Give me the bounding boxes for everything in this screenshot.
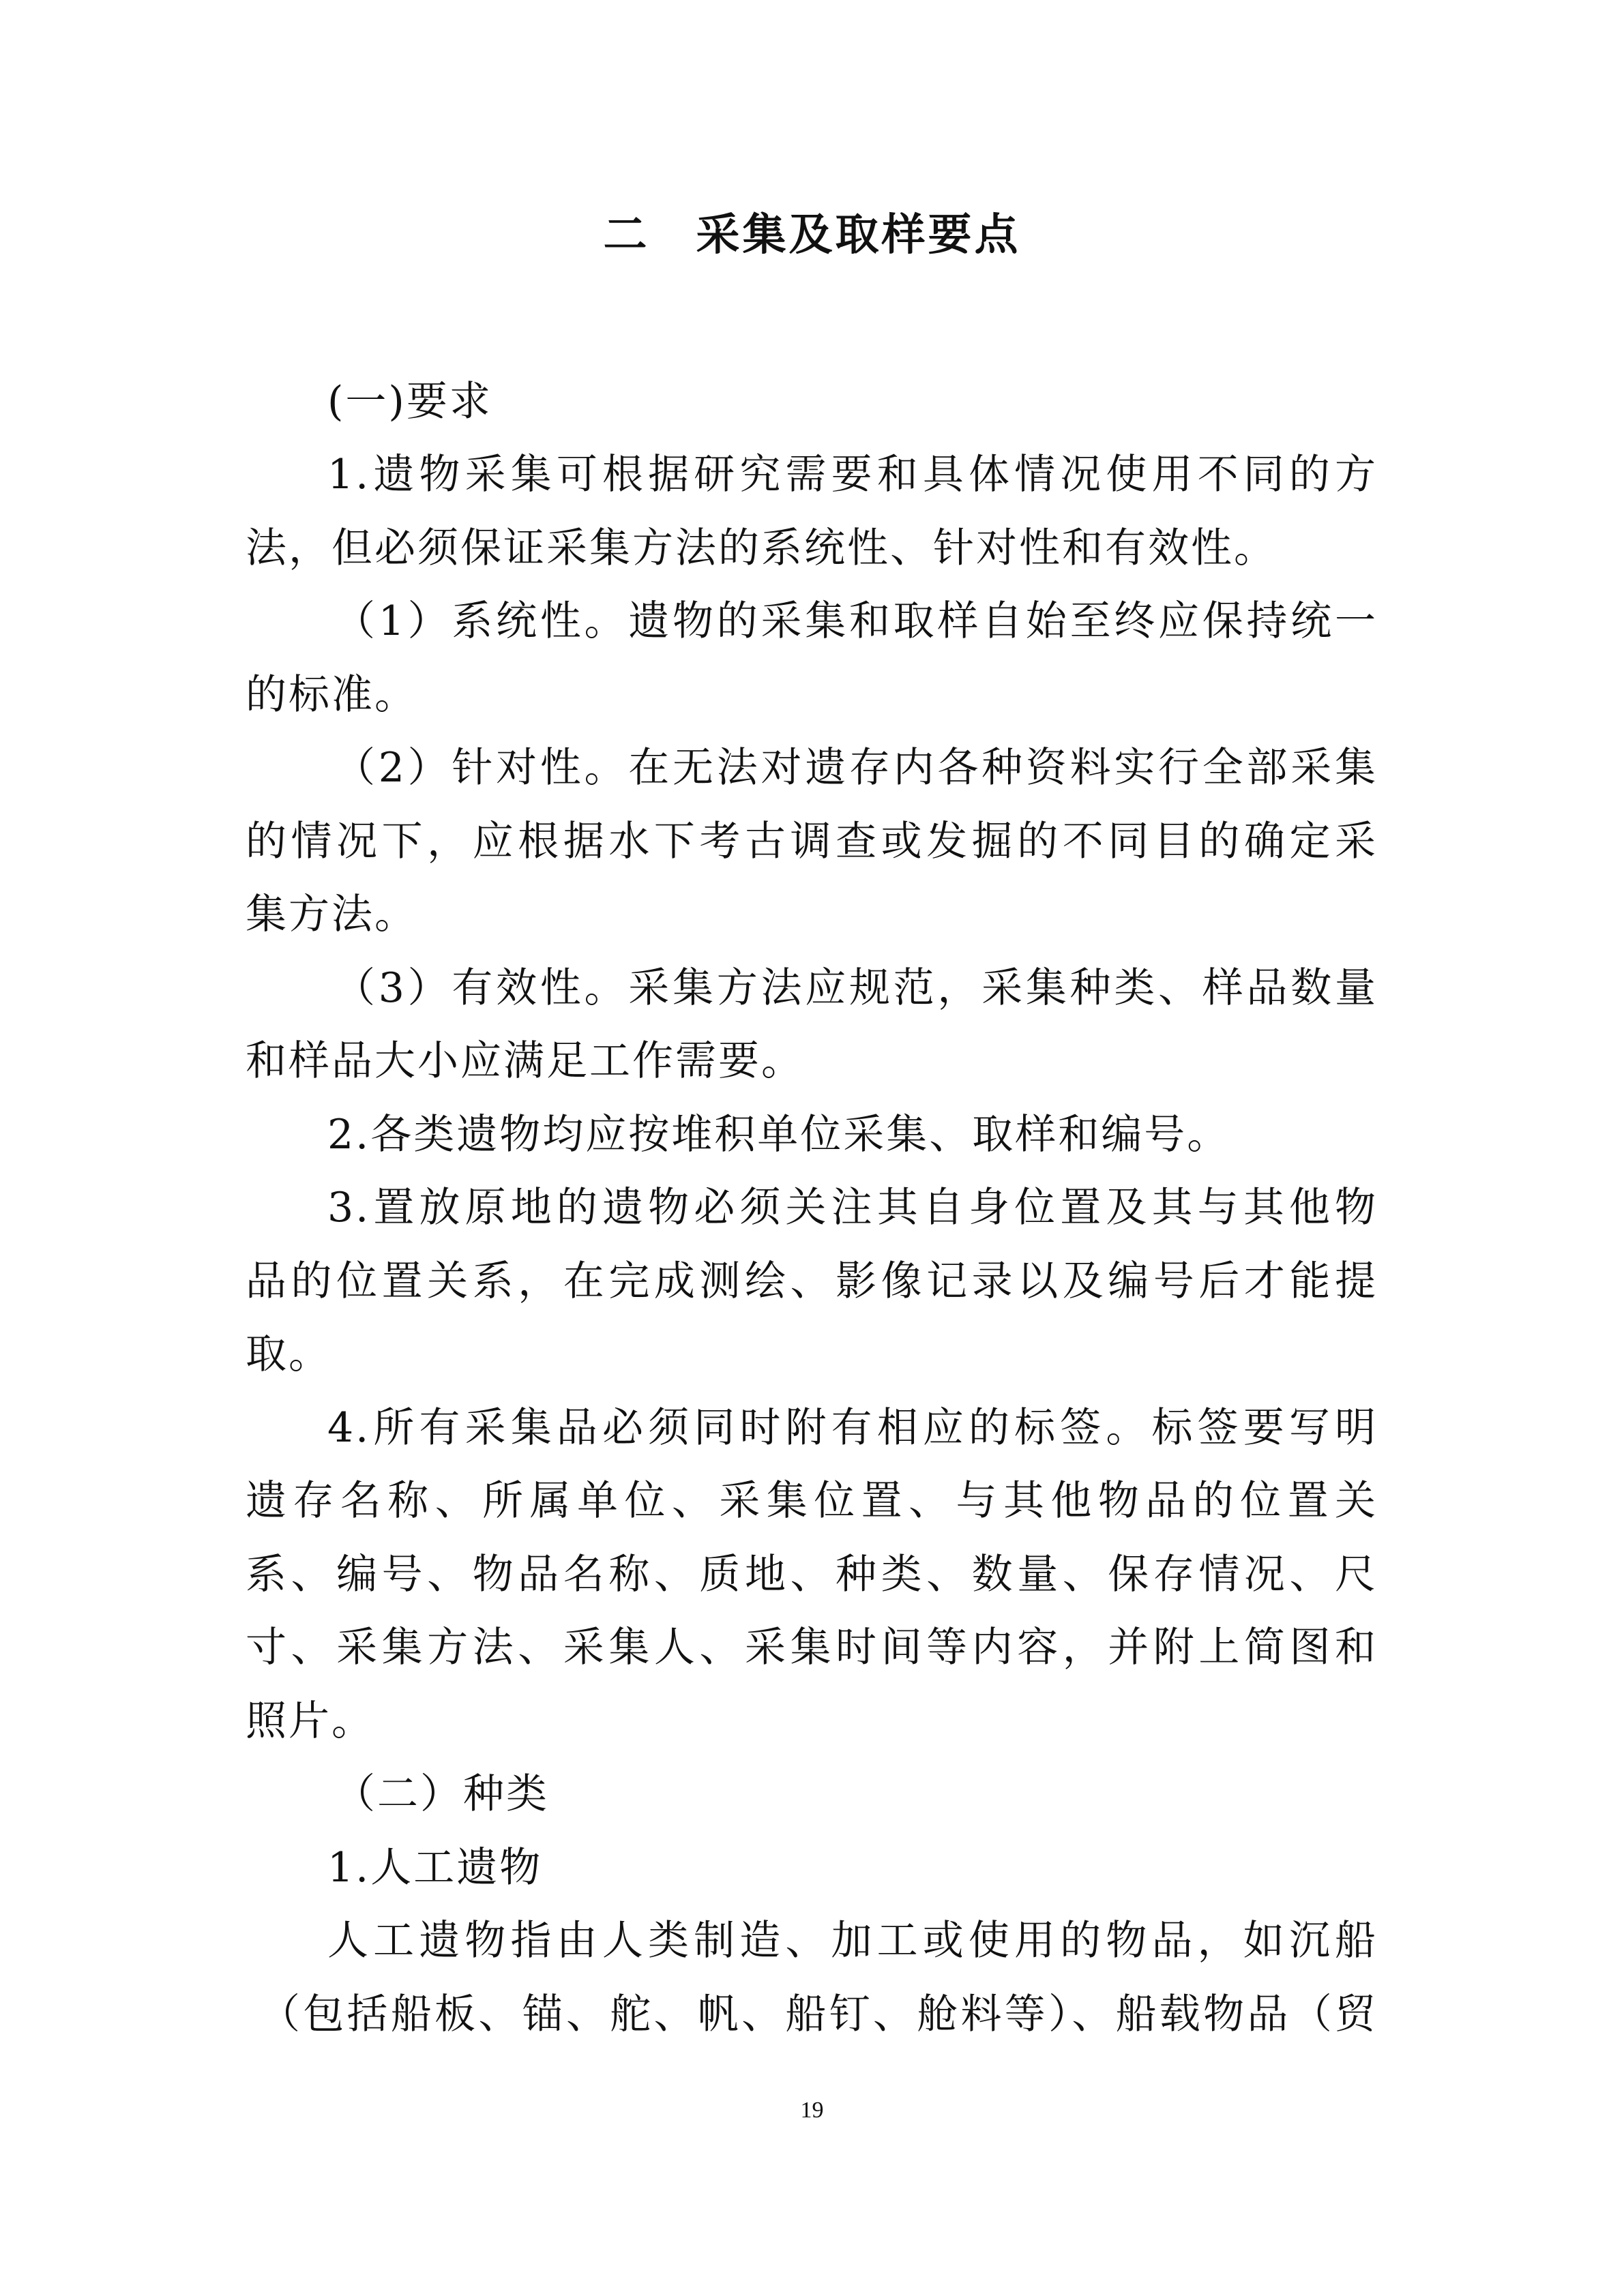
- subsection-heading-requirements: (一)要求: [327, 378, 492, 426]
- paragraph-line: 取。: [246, 1330, 331, 1378]
- page-number: 19: [800, 2098, 824, 2123]
- paragraph-line: （3）有效性。采集方法应规范，采集种类、样品数量: [334, 964, 1378, 1012]
- paragraph-line: 照片。: [246, 1697, 374, 1745]
- paragraph-line: 的情况下，应根据水下考古调查或发掘的不同目的确定采: [246, 818, 1378, 865]
- paragraph-line: 遗存名称、所属单位、采集位置、与其他物品的位置关: [246, 1477, 1378, 1525]
- paragraph-line: 的标准。: [246, 671, 417, 719]
- paragraph-line: 3.置放原地的遗物必须关注其自身位置及其与其他物: [327, 1184, 1378, 1232]
- section-title: 二 采集及取样要点: [603, 210, 1021, 260]
- paragraph-line: 系、编号、物品名称、质地、种类、数量、保存情况、尺: [246, 1551, 1378, 1598]
- paragraph-line: 寸、采集方法、采集人、采集时间等内容，并附上简图和: [246, 1624, 1378, 1671]
- paragraph-line: （包括船板、锚、舵、帆、船钉、舱料等）、船载物品（贸: [259, 1991, 1378, 2038]
- paragraph-line: 集方法。: [246, 891, 417, 938]
- paragraph-line: 1.人工遗物: [327, 1844, 543, 1892]
- paragraph-line: 1.遗物采集可根据研究需要和具体情况使用不同的方: [327, 451, 1378, 498]
- paragraph-line: 2.各类遗物均应按堆积单位采集、取样和编号。: [327, 1111, 1230, 1159]
- paragraph-line: （1）系统性。遗物的采集和取样自始至终应保持统一: [334, 597, 1378, 645]
- paragraph-line: 品的位置关系，在完成测绘、影像记录以及编号后才能提: [246, 1257, 1378, 1305]
- paragraph-line: 法，但必须保证采集方法的系统性、针对性和有效性。: [246, 524, 1277, 572]
- paragraph-line: 和样品大小应满足工作需要。: [246, 1037, 804, 1085]
- paragraph-line: 人工遗物指由人类制造、加工或使用的物品，如沉船: [327, 1917, 1378, 1965]
- subsection-heading-types: （二）种类: [334, 1770, 549, 1818]
- paragraph-line: （2）针对性。在无法对遗存内各种资料实行全部采集: [334, 744, 1378, 792]
- paragraph-line: 4.所有采集品必须同时附有相应的标签。标签要写明: [327, 1404, 1378, 1452]
